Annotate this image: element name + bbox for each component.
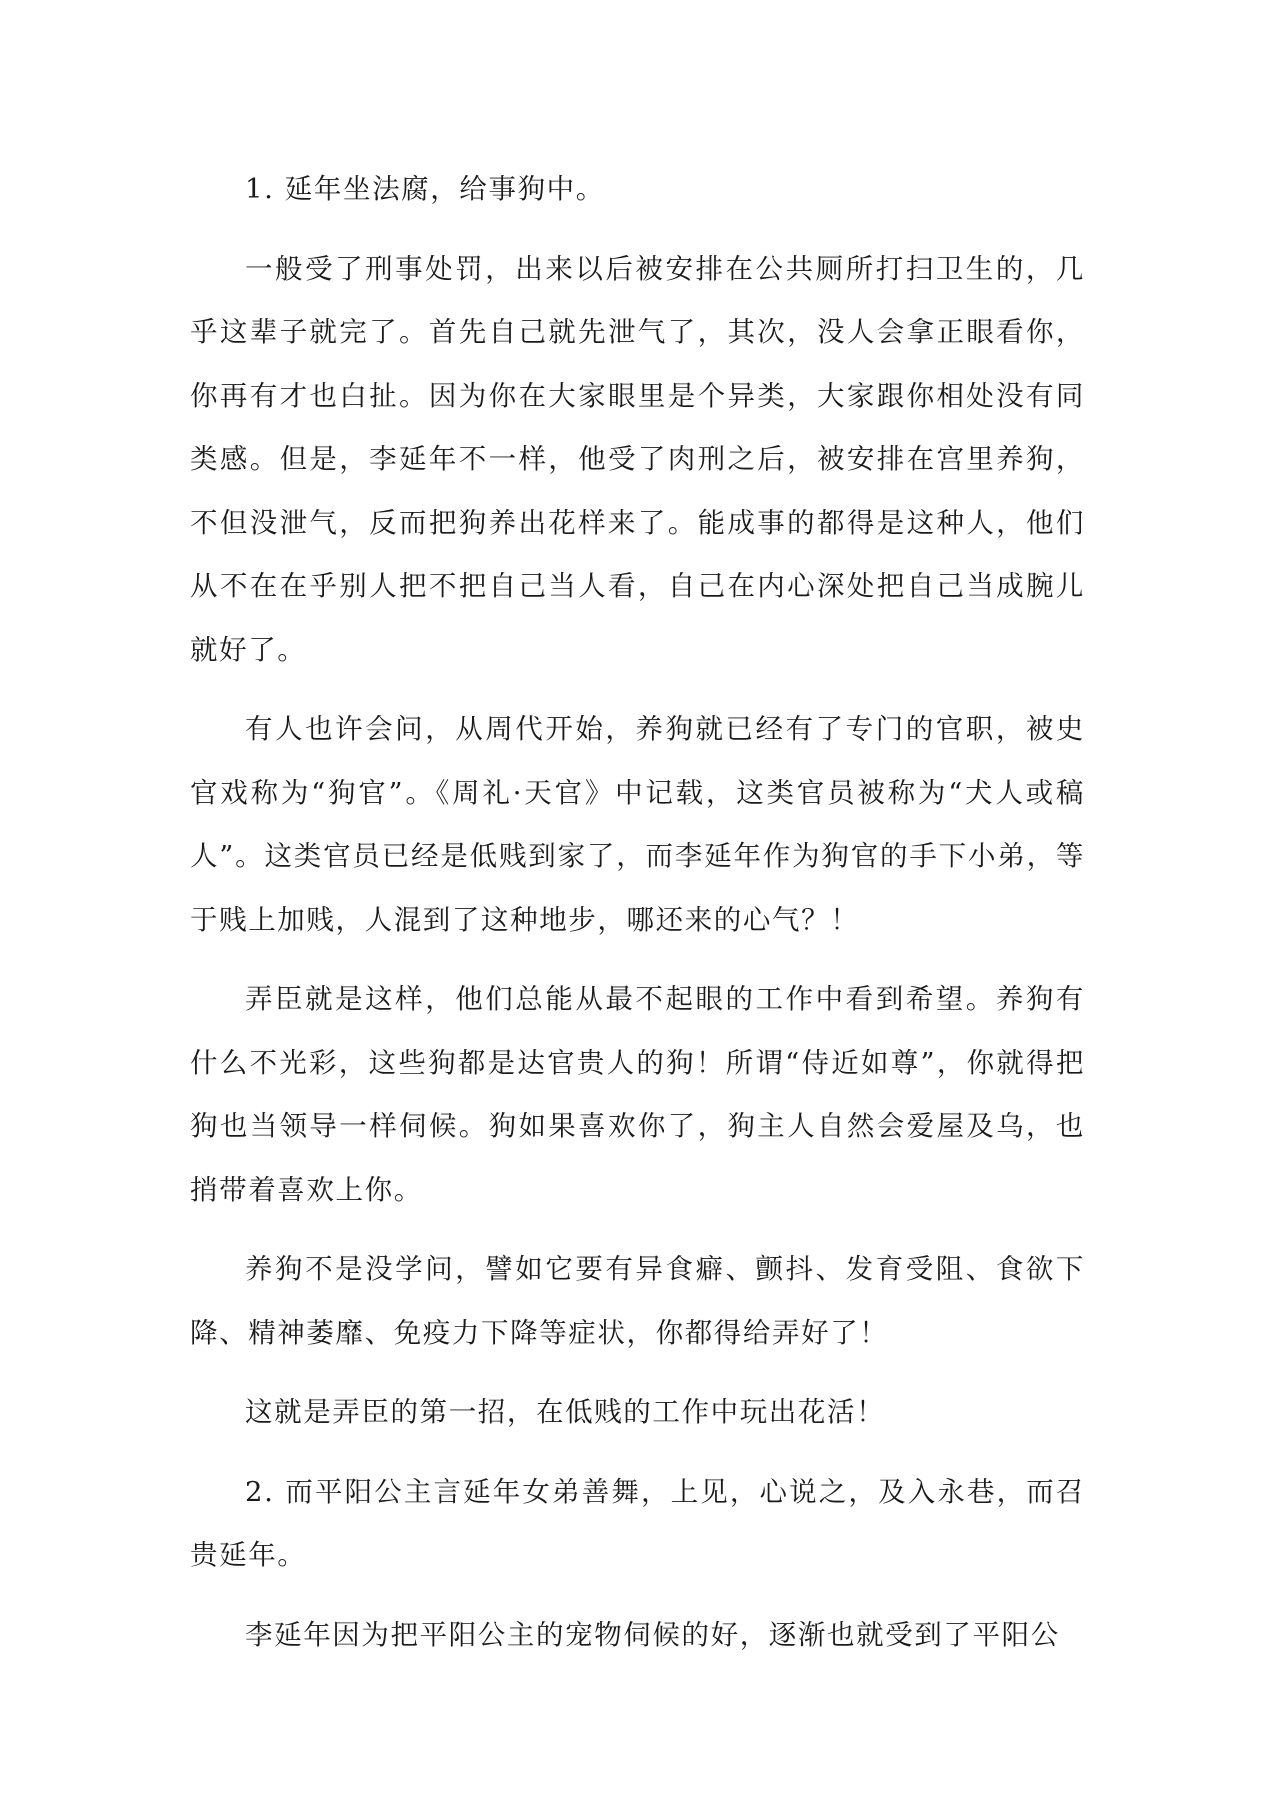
paragraph-6: 这就是弄臣的第一招，在低贱的工作中玩出花活！	[245, 1396, 886, 1428]
paragraph-4: 弄臣就是这样，他们总能从最不起眼的工作中看到希望。养狗有什么不光彩，这些狗都是达官贵人的狗！所谓“侍近如尊”，你就得把狗也当领导一样伺候。狗如果喜欢你了，狗主人自然会爱屋及乌，也捎带着喜欢上你。	[190, 983, 1085, 1206]
paragraph-1: 1. 延年坐法腐，给事狗中。	[245, 173, 605, 205]
paragraph-3: 有人也许会问，从周代开始，养狗就已经有了专门的官职，被史官戏称为“狗官”。《周礼·天官》中记载，这类官员被称为“犬人或稿人”。这类官员已经是低贱到家了，而李延年作为狗官的手下小弟，等于贱上加贱，人混到了这种地步，哪还来的心气？！	[190, 713, 1085, 936]
paragraph-2: 一般受了刑事处罚，出来以后被安排在公共厕所打扫卫生的，几乎这辈子就完了。首先自己就先泄气了，其次，没人会拿正眼看你，你再有才也白扯。因为你在大家眼里是个异类，大家跟你相处没有同类感。但是，李延年不一样，他受了肉刑之后，被安排在宫里养狗，不但没泄气，反而把狗养出花样来了。能成事的都得是这种人，他们从不在在乎别人把不把自己当人看，自己在内心深处把自己当成腕儿就好了。	[190, 252, 1085, 666]
document-body	[190, 158, 1085, 1683]
paragraph-8: 李延年因为把平阳公主的宠物伺候的好，逐渐也就受到了平阳公	[245, 1618, 1060, 1651]
paragraph-7: 2. 而平阳公主言延年女弟善舞，上见，心说之，及入永巷，而召贵延年。	[190, 1475, 1085, 1571]
paragraph-5: 养狗不是没学问，譬如它要有异食癖、颤抖、发育受阻、食欲下降、精神萎靡、免疫力下降等症状，你都得给弄好了！	[190, 1253, 1085, 1349]
